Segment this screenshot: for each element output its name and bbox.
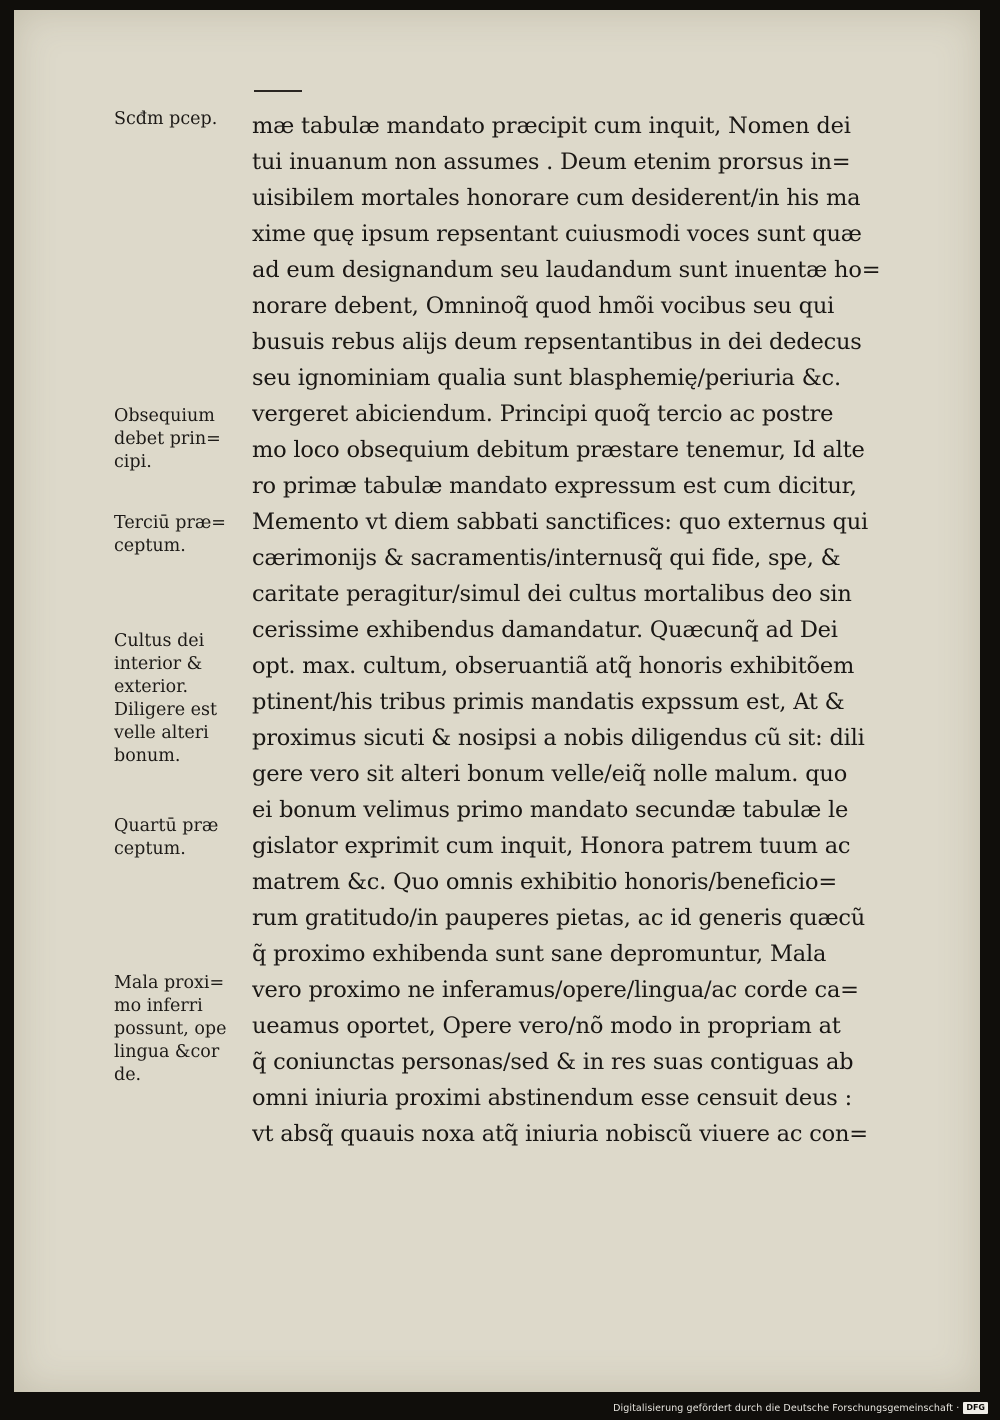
marginal-line: velle alteri <box>114 723 209 743</box>
marginal-line: ceptum. <box>114 839 186 859</box>
marginal-note <box>114 815 246 861</box>
marginal-line: debet prin= <box>114 429 221 449</box>
text-line: ad eum designandum seu laudandum sunt inuentæ ho= <box>252 257 881 283</box>
text-line: tui inuanum non assumes . Deum etenim prorsus in= <box>252 149 851 175</box>
text-line: omni iniuria proximi abstinendum esse censuit deus : <box>252 1085 852 1111</box>
marginal-note <box>114 972 246 1087</box>
text-line: mæ tabulæ mandato præcipit cum inquit, Nomen dei <box>252 113 851 139</box>
text-line: gere vero sit alteri bonum velle/eiq̃ nolle malum. quo <box>252 761 848 787</box>
text-line: mo loco obsequium debitum præstare tenemur, Id alte <box>252 437 865 463</box>
digitization-credit <box>613 1400 988 1416</box>
text-line: vero proximo ne inferamus/opere/lingua/ac corde ca= <box>252 977 859 1003</box>
marginal-line: Mala proxi= <box>114 973 225 993</box>
marginal-note <box>114 630 246 768</box>
marginal-note <box>114 405 246 474</box>
text-line: xime quę ipsum repsentant cuiusmodi voces sunt quæ <box>252 221 862 247</box>
marginal-line: cipi. <box>114 452 152 472</box>
marginal-line: Scđm pcep. <box>114 109 218 129</box>
marginal-line: possunt, ope <box>114 1019 227 1039</box>
text-line: seu ignominiam qualia sunt blasphemię/periuria &c. <box>252 365 841 391</box>
marginal-line: Cultus dei <box>114 631 205 651</box>
text-line: vergeret abiciendum. Principi quoq̃ tercio ac postre <box>252 401 834 427</box>
marginal-line: lingua &cor <box>114 1042 220 1062</box>
text-line: proximus sicuti & nosipsi a nobis diligendus cũ sit: dili <box>252 725 865 751</box>
text-line: Memento vt diem sabbati sanctifices: quo externus qui <box>252 509 869 535</box>
text-line: uisibilem mortales honorare cum desiderent/in his ma <box>252 185 861 211</box>
marginal-line: interior & <box>114 654 203 674</box>
marginal-line: exterior. <box>114 677 189 697</box>
text-line: gislator exprimit cum inquit, Honora patrem tuum ac <box>252 833 851 859</box>
text-line: opt. max. cultum, obseruantiã atq̃ honoris exhibitõem <box>252 653 855 679</box>
text-line: ueamus oportet, Opere vero/nõ modo in propriam at <box>252 1013 841 1039</box>
marginal-line: Diligere est <box>114 700 218 720</box>
text-line: rum gratitudo/in pauperes pietas, ac id generis quæcũ <box>252 905 866 931</box>
marginal-line: Obsequium <box>114 406 215 426</box>
book-page <box>14 10 980 1392</box>
marginal-line: mo inferri <box>114 996 203 1016</box>
text-line: q̃ coniunctas personas/sed & in res suas contiguas ab <box>252 1049 854 1075</box>
header-rule <box>254 90 302 92</box>
text-line: cerissime exhibendus damandatur. Quæcunq̃ ad Dei <box>252 617 838 643</box>
body-text <box>252 108 942 1152</box>
text-line: cærimonijs & sacramentis/internusq̃ qui fide, spe, & <box>252 545 841 571</box>
text-line: q̃ proximo exhibenda sunt sane depromuntur, Mala <box>252 941 827 967</box>
text-line: norare debent, Omninoq̃ quod hmõi vocibus seu qui <box>252 293 835 319</box>
marginal-line: Terciū præ= <box>114 513 226 533</box>
marginal-line: Quartū præ <box>114 816 219 836</box>
text-line: vt absq̃ quauis noxa atq̃ iniuria nobiscũ viuere ac con= <box>252 1121 868 1147</box>
text-line: busuis rebus alijs deum repsentantibus in dei dedecus <box>252 329 862 355</box>
marginal-note <box>114 108 246 131</box>
marginal-note <box>114 512 246 558</box>
credit-text: Digitalisierung gefördert durch die Deutsche Forschungsgemeinschaft · <box>613 1402 960 1414</box>
text-line: caritate peragitur/simul dei cultus mortalibus deo sin <box>252 581 852 607</box>
text-line: ptinent/his tribus primis mandatis expssum est, At & <box>252 689 845 715</box>
text-line: ro primæ tabulæ mandato expressum est cum dicitur, <box>252 473 857 499</box>
marginal-line: de. <box>114 1065 142 1085</box>
text-line: ei bonum velimus primo mandato secundæ tabulæ le <box>252 797 849 823</box>
marginal-line: ceptum. <box>114 536 186 556</box>
text-line: matrem &c. Quo omnis exhibitio honoris/beneficio= <box>252 869 838 895</box>
dfg-logo: DFG <box>963 1402 988 1414</box>
marginal-line: bonum. <box>114 746 181 766</box>
